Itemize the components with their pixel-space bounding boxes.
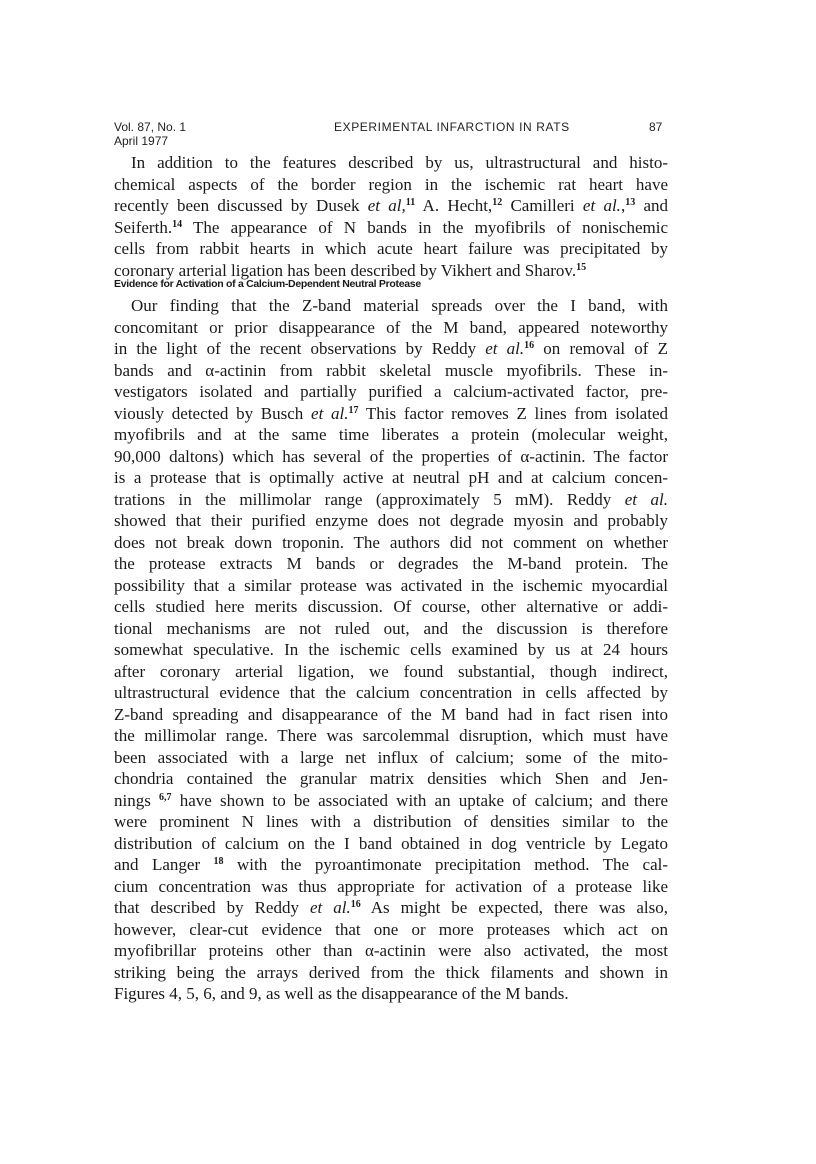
text-line [114,467,668,489]
text-line [114,725,668,747]
text-span: viously detected by Busch [114,403,312,423]
text-span: et al. [485,339,525,358]
text-line [114,195,668,217]
text-span: chemical aspects of the border region in the ischemic rat heart have [114,174,668,194]
text-span: Seiferth. [114,217,173,237]
text-line [114,833,668,855]
citation-superscript: 15 [576,261,587,273]
text-line [114,238,668,260]
text-span: coronary arterial ligation has been described by Vikhert and Sharov. [114,260,577,280]
text-line [114,489,668,511]
page-number: 87 [649,120,663,134]
text-span: somewhat speculative. In the ischemic cells examined by us at 24 hours [114,640,668,659]
text-span: A. Hecht, [415,196,493,215]
text-span: Figures 4, 5, 6, and 9, as well as the disappearance of the M bands. [114,984,569,1003]
text-line [114,152,668,174]
text-span: et al. [624,489,668,509]
text-line [114,174,668,196]
text-span: Z-band spreading and disappearance of the M band had in fact risen into [114,704,668,724]
text-line [114,381,668,403]
citation-superscript: 16 [350,899,361,910]
citation-superscript: 18 [213,856,224,867]
text-span: the millimolar range. There was sarcolemmal disruption, which must have [114,726,668,745]
text-span: with the pyroantimonate precipitation method. The cal- [223,855,668,874]
text-span: in the light of the recent observations by Reddy [114,339,486,358]
text-span: Camilleri [502,196,583,215]
section-heading: Evidence for Activation of a Calcium-Dependent Neutral Protease [114,278,421,290]
text-line [114,403,668,425]
text-line [114,338,668,360]
text-line [114,962,668,984]
text-line [114,575,668,597]
text-span: In addition to the features described by us, ultrastructural and histo- [131,153,668,172]
text-line [114,876,668,898]
citation-superscript: 14 [172,218,183,230]
text-span: is a protease that is optimally active at neutral pH and at calcium concen- [114,468,668,487]
citation-superscript: 16 [524,340,535,351]
text-line [114,596,668,618]
date-label: April 1977 [114,134,169,148]
citation-superscript: 13 [625,197,636,208]
citation-superscript: 12 [492,197,503,208]
text-span: myofibrillar proteins other than α-actinin were also activated, the most [114,941,668,960]
text-span: distribution of calcium on the I band obtained in dog ventricle by Legato [114,833,668,853]
text-span: were prominent N lines with a distribution of densities similar to the [114,812,668,831]
text-line [114,897,668,919]
text-span: does not break down troponin. The authors did not comment on whether [114,532,668,552]
text-line [114,217,668,239]
citation-superscript: 11 [405,197,416,208]
text-span: cium concentration was thus appropriate for activation of a protease like [114,876,668,896]
text-span: 90,000 daltons) which has several of the properties of α-actinin. The factor [114,446,668,466]
text-span: et al. [309,898,351,917]
text-line [114,532,668,554]
text-line [114,661,668,683]
text-line [114,295,668,317]
text-span: tional mechanisms are not ruled out, and the discussion is therefore [114,618,668,638]
text-span: been associated with a large net influx of calcium; some of the mito- [114,747,668,767]
text-line [114,854,668,876]
text-line [114,424,668,446]
text-span: and Langer [114,855,214,874]
text-line [114,510,668,532]
text-line [114,919,668,941]
text-line [114,618,668,640]
text-span: myofibrils and at the same time liberates a protein (molecular weight, [114,425,668,444]
text-span: , [620,196,626,215]
paragraph-2 [114,295,668,1005]
text-span: cells studied here merits discussion. Of course, other alternative or addi- [114,597,668,616]
text-span: vestigators isolated and partially purified a calcium-activated factor, pre- [114,382,668,401]
text-span: Our finding that the Z-band material spreads over the I band, with [131,296,668,315]
text-span: recently been discussed by Dusek [114,196,368,215]
text-span: striking being the arrays derived from the thick filaments and shown in [114,962,668,982]
text-span: on removal of Z [534,339,668,358]
citation-superscript: 6,7 [159,791,172,803]
text-line [114,940,668,962]
text-line [114,790,668,812]
text-span: et al, [367,196,406,215]
text-line [114,768,668,790]
text-span: cells from rabbit hearts in which acute heart failure was precipitated by [114,239,668,258]
text-span: after coronary arterial ligation, we found substantial, though indirect, [114,661,668,681]
text-line [114,553,668,575]
text-span: bands and α-actinin from rabbit skeletal muscle myofibrils. These in- [114,360,668,380]
text-span: have shown to be associated with an uptake of calcium; and there [171,790,668,810]
paragraph-1 [114,152,668,281]
journal-volume-info [114,120,186,148]
citation-superscript: 17 [348,404,359,416]
text-span: concomitant or prior disappearance of the M band, appeared noteworthy [114,317,668,337]
text-line [114,747,668,769]
text-span: showed that their purified enzyme does not degrade myosin and probably [114,511,668,530]
text-line [114,360,668,382]
text-line [114,446,668,468]
text-line [114,704,668,726]
text-line [114,811,668,833]
text-line [114,639,668,661]
text-span: and [635,196,668,215]
text-line [114,317,668,339]
text-span: ultrastructural evidence that the calcium concentration in cells affected by [114,683,668,702]
text-span: that described by Reddy [114,898,310,917]
text-span: trations in the millimolar range (approximately 5 mM). Reddy [114,489,625,509]
text-span: As might be expected, there was also, [360,898,668,917]
text-line [114,983,668,1005]
text-span: chondria contained the granular matrix densities which Shen and Jen- [114,769,668,788]
running-title: EXPERIMENTAL INFARCTION IN RATS [334,120,570,134]
text-span: the protease extracts M bands or degrades the M-band protein. The [114,554,668,573]
text-span: et al. [582,196,621,215]
text-line [114,682,668,704]
text-span: nings [114,790,160,810]
volume-label: Vol. 87, No. 1 [114,120,187,134]
text-span: This factor removes Z lines from isolated [358,403,668,423]
text-span: however, clear-cut evidence that one or more proteases which act on [114,919,668,939]
text-span: possibility that a similar protease was activated in the ischemic myocardial [114,575,668,595]
text-span: et al. [311,403,349,423]
text-span: The appearance of N bands in the myofibrils of nonischemic [182,217,668,237]
